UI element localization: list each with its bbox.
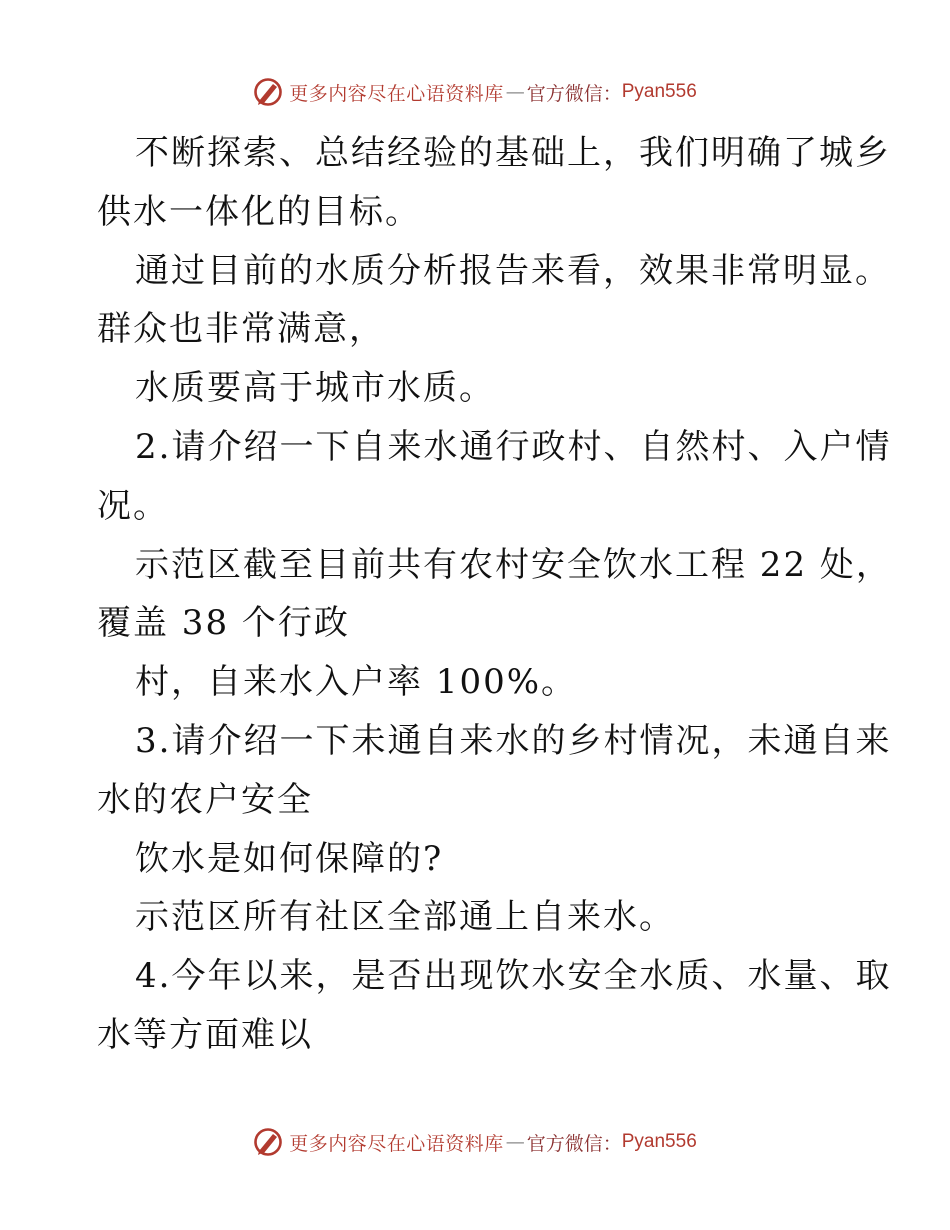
text-line: 水质要高于城市水质。 (135, 368, 495, 409)
question-line: 3.请介绍一下未通自来水的乡村情况，未通自来 (135, 720, 892, 761)
question-line: 4.今年以来，是否出现饮水安全水质、水量、取 (135, 956, 892, 997)
banner-dash: — (505, 81, 525, 103)
header-banner (0, 72, 950, 112)
text-line: 水的农户安全 (97, 779, 313, 820)
footer-banner (0, 1122, 950, 1162)
text-line: 饮水是如何保障的? (135, 838, 444, 879)
text-line: 供水一体化的目标。 (97, 191, 421, 232)
banner-site-text: 更多内容尽在心语资料库 (289, 1132, 504, 1155)
banner-wechat-id: Pyan556 (621, 81, 697, 102)
question-line: 2.请介绍一下自来水通行政村、自然村、入户情 (135, 426, 892, 467)
text-line: 况。 (97, 485, 169, 526)
document-body (97, 124, 892, 1065)
banner-dash: — (505, 1131, 525, 1153)
text-line: 覆盖 38 个行政 (97, 603, 350, 644)
banner-wechat-label: 官方微信： (526, 1132, 622, 1155)
banner-wechat-id: Pyan556 (621, 1131, 697, 1152)
banner-site-text: 更多内容尽在心语资料库 (289, 82, 504, 105)
text-line: 群众也非常满意， (97, 309, 385, 350)
text-line: 不断探索、总结经验的基础上，我们明确了城乡 (135, 133, 891, 173)
banner-wechat-label: 官方微信： (526, 82, 622, 105)
text-line: 水等方面难以 (97, 1014, 313, 1055)
text-line: 示范区所有社区全部通上自来水。 (135, 897, 675, 938)
text-line: 示范区截至目前共有农村安全饮水工程 22 处， (135, 544, 892, 585)
pen-logo-icon (253, 1127, 283, 1157)
text-line: 村，自来水入户率 100%。 (135, 662, 578, 703)
text-line: 通过目前的水质分析报告来看，效果非常明显。 (135, 250, 891, 291)
pen-logo-icon (253, 77, 283, 107)
